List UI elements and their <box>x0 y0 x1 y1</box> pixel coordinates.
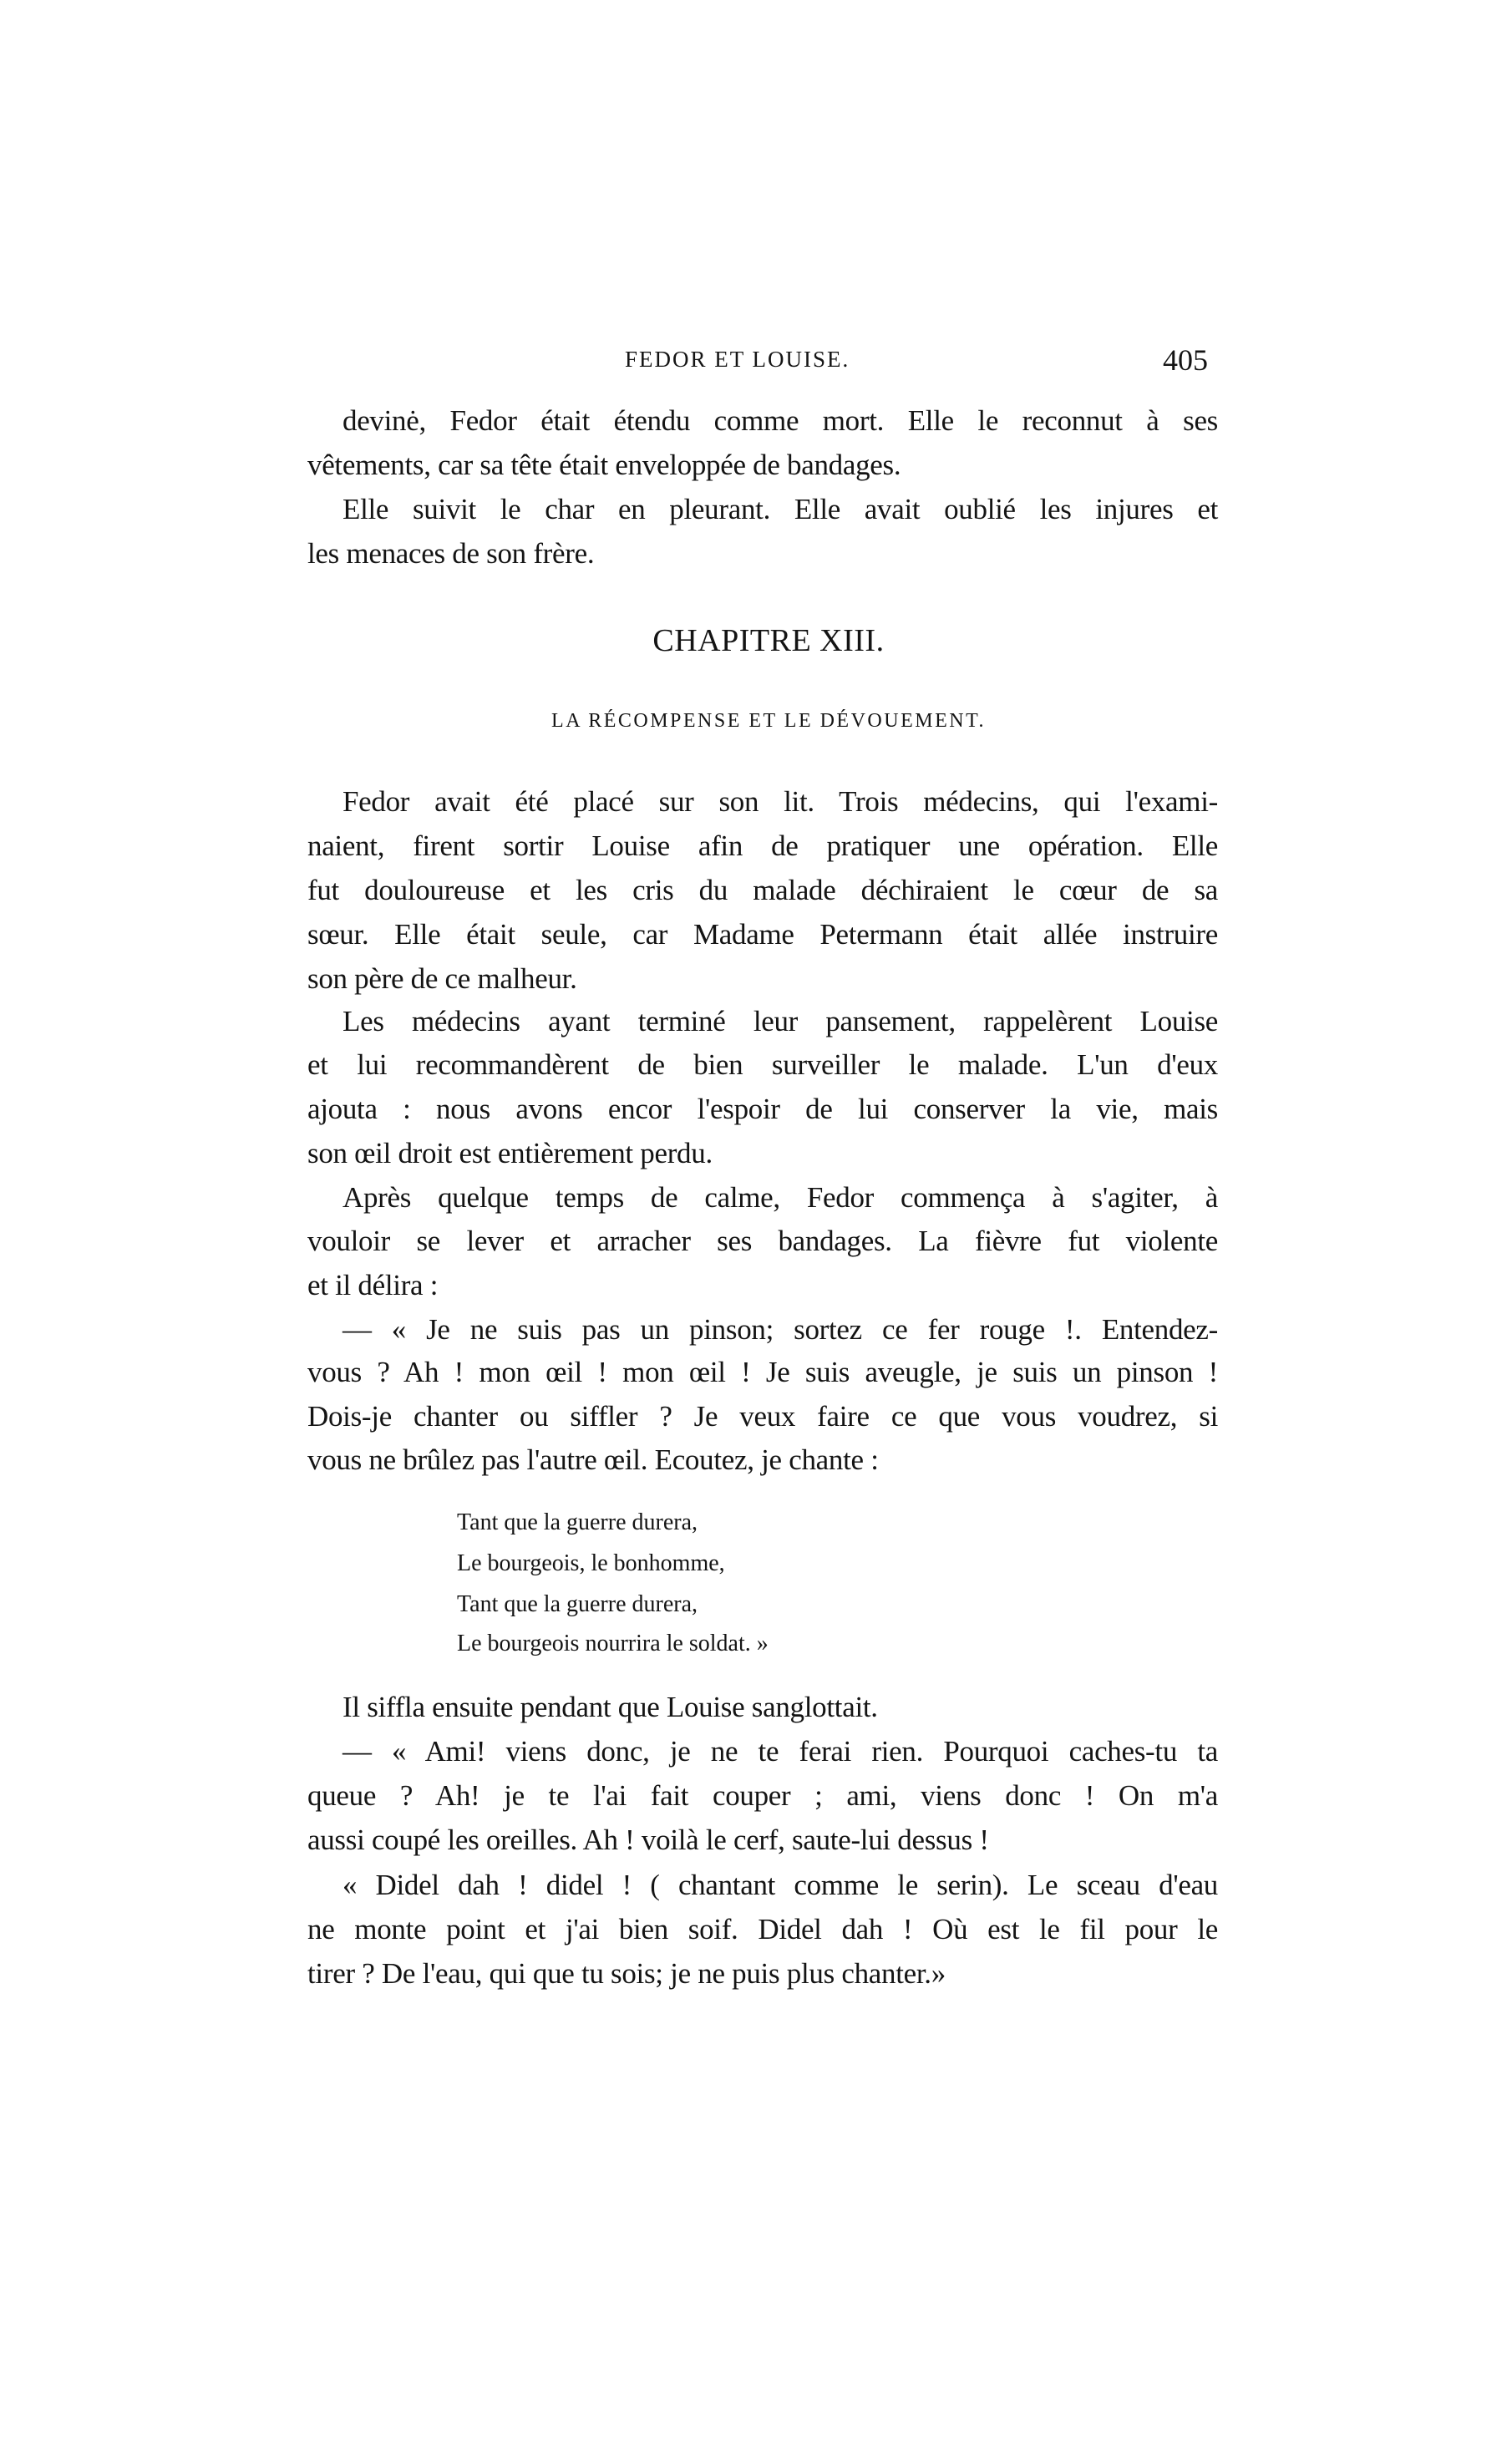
text-line: fut douloureuse et les cris du malade déchiraient le cœur de sa <box>307 874 1218 906</box>
page-number: 405 <box>1163 343 1208 377</box>
verse-line: Tant que la guerre durera, <box>457 1591 698 1617</box>
verse-line: Le bourgeois, le bonhomme, <box>457 1550 725 1576</box>
text-line: les menaces de son frère. <box>307 537 595 570</box>
text-line: son père de ce malheur. <box>307 962 577 995</box>
text-line: naient, firent sortir Louise afin de pratiquer une opération. Elle <box>307 829 1218 862</box>
chapter-title: CHAPITRE XIII. <box>652 623 885 658</box>
running-title: FEDOR ET LOUISE. <box>625 347 850 372</box>
text-line: Elle suivit le char en pleurant. Elle avait oublié les injures et <box>342 493 1218 525</box>
text-line: sœur. Elle était seule, car Madame Petermann était allée instruire <box>307 918 1218 951</box>
verse-line: Le bourgeois nourrira le soldat. » <box>457 1631 769 1656</box>
text-line: aussi coupé les oreilles. Ah ! voilà le cerf, saute-lui dessus ! <box>307 1824 989 1856</box>
text-line: et il délira : <box>307 1269 439 1301</box>
text-line: Il siffla ensuite pendant que Louise sanglottait. <box>342 1691 878 1723</box>
text-line: vêtements, car sa tête était enveloppée de bandages. <box>307 449 901 481</box>
text-line: « Didel dah ! didel ! ( chantant comme le serin). Le sceau d'eau <box>342 1869 1218 1901</box>
verse-line: Tant que la guerre durera, <box>457 1509 698 1535</box>
text-line: — « Je ne suis pas un pinson; sortez ce fer rouge !. Entendez- <box>342 1313 1218 1346</box>
text-line: devinė, Fedor était étendu comme mort. Elle le reconnut à ses <box>342 404 1218 437</box>
text-line: queue ? Ah! je te l'ai fait couper ; ami, viens donc ! On m'a <box>307 1779 1218 1812</box>
text-line: Les médecins ayant terminé leur pansement, rappelèrent Louise <box>342 1005 1218 1037</box>
text-line: Fedor avait été placé sur son lit. Trois médecins, qui l'exami- <box>342 785 1218 818</box>
text-line: ne monte point et j'ai bien soif. Didel dah ! Où est le fil pour le <box>307 1913 1218 1945</box>
text-line: ajouta : nous avons encor l'espoir de lui conserver la vie, mais <box>307 1093 1218 1125</box>
text-line: vous ne brûlez pas l'autre œil. Ecoutez, je chante : <box>307 1443 879 1476</box>
text-line: Dois-je chanter ou siffler ? Je veux faire ce que vous voudrez, si <box>307 1400 1218 1433</box>
text-line: son œil droit est entièrement perdu. <box>307 1137 713 1169</box>
chapter-subtitle: LA RÉCOMPENSE ET LE DÉVOUEMENT. <box>551 710 986 732</box>
text-line: Après quelque temps de calme, Fedor commença à s'agiter, à <box>342 1181 1218 1214</box>
text-line: — « Ami! viens donc, je ne te ferai rien. Pourquoi caches-tu ta <box>342 1735 1218 1768</box>
text-line: tirer ? De l'eau, qui que tu sois; je ne puis plus chanter.» <box>307 1957 946 1990</box>
text-line: vouloir se lever et arracher ses bandages. La fièvre fut violente <box>307 1225 1218 1257</box>
text-line: vous ? Ah ! mon œil ! mon œil ! Je suis aveugle, je suis un pinson ! <box>307 1356 1218 1388</box>
text-line: et lui recommandèrent de bien surveiller le malade. L'un d'eux <box>307 1048 1218 1081</box>
